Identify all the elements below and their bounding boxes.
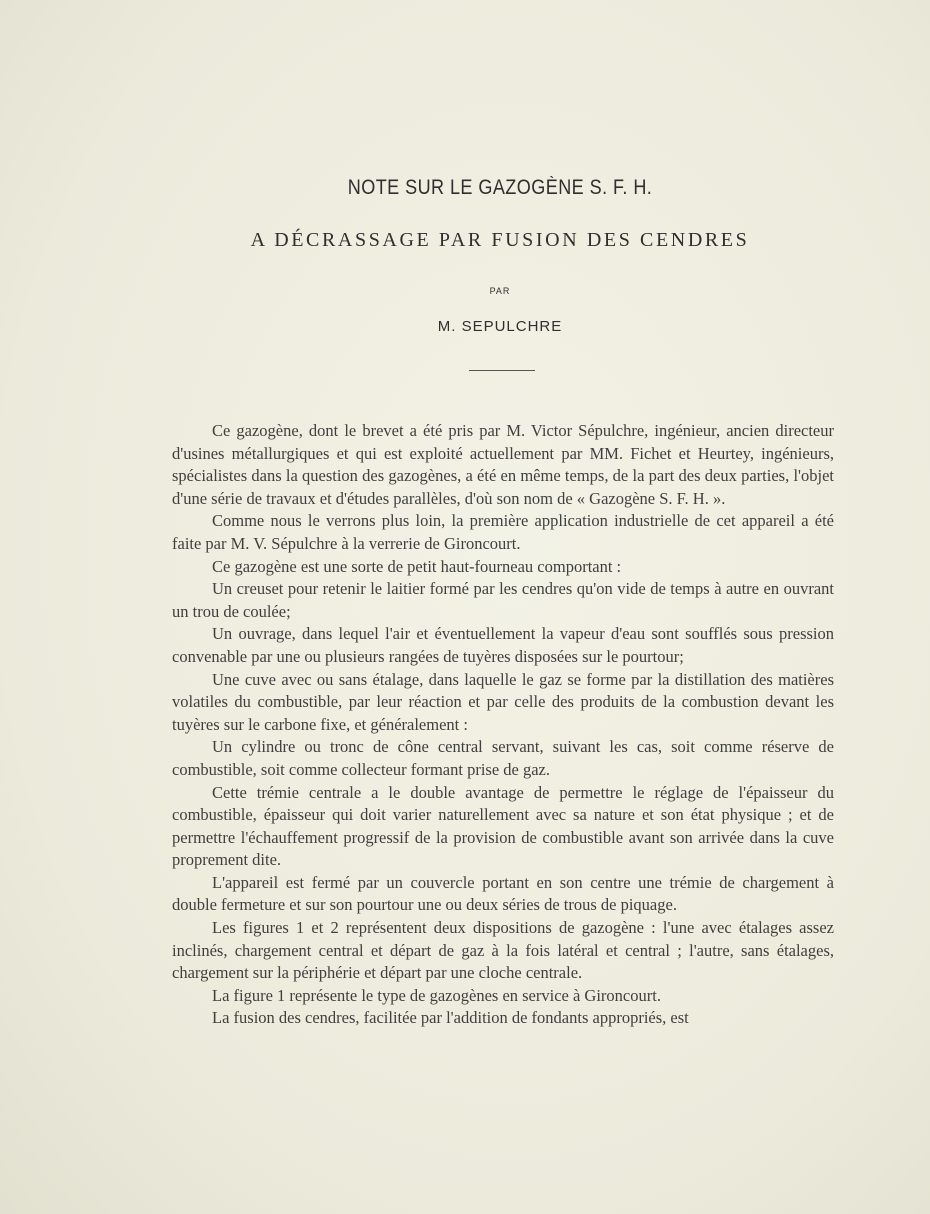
by-label: PAR [489,286,511,296]
paragraph: Un creuset pour retenir le laitier formé par les cendres qu'on vide de temps à autre en ouvrant un trou de coulée; [172,579,834,621]
paragraph: Ce gazogène, dont le brevet a été pris par M. Victor Sépulchre, ingénieur, ancien directeur d'usines métallurgiques et qui est exploité actuellement par MM. Fichet et Heurtey, ingénieurs, spécialistes dans la question des gazogènes, a été en même temps, de la part des deux parties, l'objet d'une série de travaux et d'études parallèles, d'où son nom de « Gazogène S. F. H. ». [172,421,834,508]
body-text [172,420,834,1030]
title-line-2: A DÉCRASSAGE PAR FUSION DES CENDRES [250,229,750,251]
separator-rule [469,370,535,371]
paragraph: Un cylindre ou tronc de cône central servant, suivant les cas, soit comme réserve de combustible, soit comme collecteur formant prise de gaz. [172,737,834,779]
paragraph: L'appareil est fermé par un couvercle portant en son centre une trémie de chargement à double fermeture et sur son pourtour une ou deux séries de trous de piquage. [172,872,834,915]
paragraph: Les figures 1 et 2 représentent deux dispositions de gazogène : l'une avec étalages assez inclinés, chargement central et départ de gaz à la fois latéral et central ; l'autre, sans étalages, chargement sur la périphérie et départ par une cloche centrale. [172,918,834,983]
author-name: M. SEPULCHRE [437,318,563,335]
paragraph: Cette trémie centrale a le double avantage de permettre le réglage de l'épaisseur du combustible, épaisseur qui doit varier naturellement avec sa nature et son état physique ; et de permettre l'échauffement progressif de la provision de combustible avant son arrivée dans la cuve proprement dite. [172,782,834,870]
paragraph: Un ouvrage, dans lequel l'air et éventuellement la vapeur d'eau sont soufflés sous pression convenable par une ou plusieurs rangées de tuyères disposées sur le pourtour; [172,624,834,666]
paragraph: Une cuve avec ou sans étalage, dans laquelle le gaz se forme par la distillation des matières volatiles du combustible, par leur réaction et par celle des produits de la combustion devant les tuyères sur le carbone fixe, et généralement : [172,669,834,734]
paragraph: Ce gazogène est une sorte de petit haut-fourneau comportant : [212,556,622,576]
paragraph: Comme nous le verrons plus loin, la première application industrielle de cet appareil a été faite par M. V. Sépulchre à la verrerie de Gironcourt. [172,511,834,553]
paragraph: La fusion des cendres, facilitée par l'addition de fondants appropriés, est [212,1008,689,1028]
paragraph: La figure 1 représente le type de gazogènes en service à Gironcourt. [212,985,661,1005]
title-line-1: NOTE SUR LE GAZOGÈNE S. F. H. [347,176,653,199]
